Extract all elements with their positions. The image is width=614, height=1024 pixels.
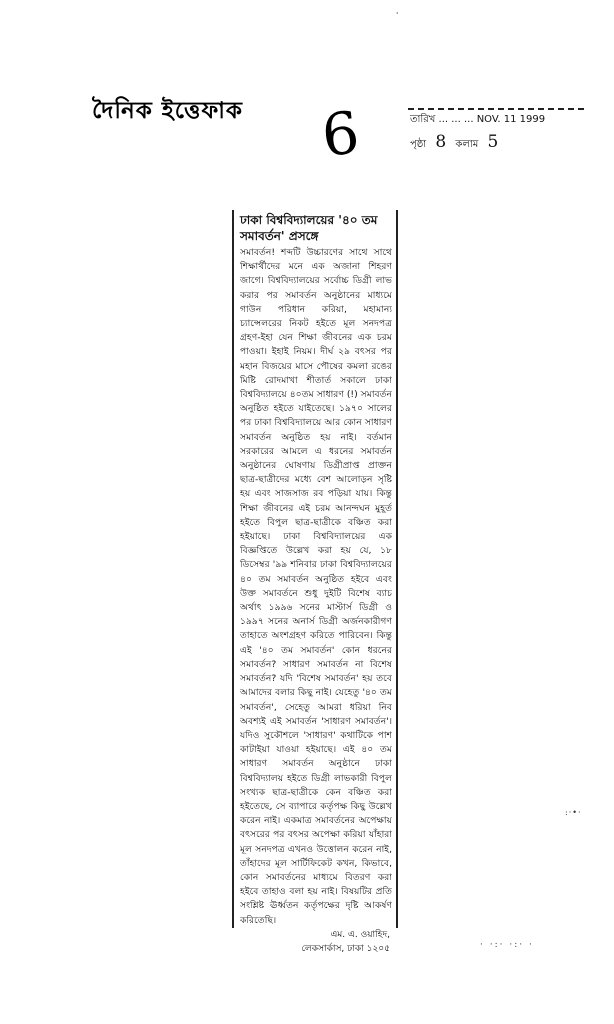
page-value: 8 bbox=[435, 132, 447, 152]
date-stamp-page-row bbox=[410, 132, 504, 154]
page-label: পৃষ্ঠা bbox=[410, 139, 427, 150]
date-value: NOV. 11 1999 bbox=[476, 114, 546, 125]
article-body bbox=[240, 246, 392, 928]
column-value: 5 bbox=[487, 132, 499, 152]
newspaper-masthead: দৈনিক ইত্তেফাক bbox=[92, 98, 244, 124]
date-label: তারিখ bbox=[410, 114, 436, 125]
signature-address: লেকসার্কাস, ঢাকা ১২০৫ bbox=[301, 943, 390, 954]
column-label: কলাম bbox=[455, 139, 479, 150]
date-stamp-date-row: তারিখ ... ... ... NOV. 11 1999 bbox=[410, 114, 546, 125]
scan-noise: · ·:· ·:· · bbox=[480, 940, 534, 950]
scan-noise: :·•· bbox=[565, 808, 582, 817]
scan-mark: ˌ bbox=[396, 6, 399, 15]
newspaper-clipping bbox=[232, 210, 398, 954]
signature-name: এম. এ. ওয়াহিদ, bbox=[330, 929, 390, 940]
article-headline: ঢাকা বিশ্ববিদ্যালয়ের '৪০ তম সমাবর্তন' প্রসঙ্গে bbox=[240, 213, 378, 243]
date-stamp bbox=[408, 108, 584, 150]
article-paragraph: সমাবর্তন! শব্দটি উচ্চারণের সাথে সাথে শিক্ষার্থীদের মনে এক অজানা শিহরণ জাগে। বিশ্ববিদ্যালয়ের সর্বোচ্চ ডিগ্রী লাভ করার পর সমাবর্তন অনুষ্ঠানের মাধ্যমে গাউন পরিধান করিয়া, মহামান্য চ্যান্সেলরের নিকট হইতে মূল সনদপত্র গ্রহণ-ইহা যেন শিক্ষা জীবনের এক চরম পাওয়া। ইহাই নিয়ম। দীর্ঘ ২৯ বৎসর পর মহান বিজয়ের মাসে পৌষের কমলা রঙের মিষ্টি রোদমাখা শীতার্ত সকালে ঢাকা বিশ্ববিদ্যালয়ে ৪০তম সাধারণ (!) সমাবর্তন অনুষ্ঠিত হইতে যাইতেছে। ১৯৭০ সালের পর ঢাকা বিশ্ববিদ্যালয়ে আর কোন সাধারণ সমাবর্তন অনুষ্ঠিত হয় নাই। বর্তমান সরকারের আমলে এ ধরনের সমাবর্তন অনুষ্ঠানের ঘোষণায় ডিগ্রীপ্রাপ্ত প্রাক্তন ছাত্র-ছাত্রীদের মধ্যে বেশ আলোড়ন সৃষ্টি হয় এবং সাজসাজ রব পড়িয়া যায়। কিন্তু শিক্ষা জীবনের এই চরম আনন্দঘন মুহূর্ত হইতে বিপুল ছাত্র-ছাত্রীকে বঞ্চিত করা হইয়াছে। ঢাকা বিশ্ববিদ্যালয়ের এক বিজ্ঞপ্তিতে উল্লেখ করা হয় যে, ১৮ ডিসেম্বর '৯৯ শনিবার ঢাকা বিশ্ববিদ্যালয়ের ৪০ তম সমাবর্তন অনুষ্ঠিত হইবে এবং উক্ত সমাবর্তনে শুধু দুইটি বিশেষ ব্যাচ অর্থাৎ ১৯৯৬ সনের মাস্টার্স ডিগ্রী ও ১৯৯৭ সনের অনার্স ডিগ্রী অর্জনকারীগণ তাহাতে অংশগ্রহণ করিতে পারিবেন। কিন্তু এই '৪০ তম সমাবর্তন' কোন ধরনের সমাবর্তন? সাধারণ সমাবর্তন না বিশেষ সমাবর্তন? যদি 'বিশেষ সমাবর্তন' হয় তবে আমাদের বলার কিছু নাই। যেহেতু '৪০ তম সমাবর্তন', সেহেতু আমরা ধরিয়া নিব অবশ্যই এই সমাবর্তন 'সাধারণ সমাবর্তন'। যদিও সুকৌশলে 'সাধারণ' কথাটিকে পাশ কাটাইয়া যাওয়া হইয়াছে। এই ৪০ তম সাধারণ সমাবর্তন অনুষ্ঠানে ঢাকা বিশ্ববিদ্যালয় হইতে ডিগ্রী লাভকারী বিপুল সংখ্যক ছাত্র-ছাত্রীকে কেন বঞ্চিত করা হইতেছে, সে ব্যাপারে কর্তৃপক্ষ কিছু উল্লেখ করেন নাই। একমাত্র সমাবর্তনের অপেক্ষায় বৎসরের পর বৎসর অপেক্ষা করিয়া যাঁহারা মূল সনদপত্র এখনও উত্তোলন করেন নাই, তাঁহাদের মূল সার্টিফিকেট কখন, কিভাবে, কোন সমাবর্তনের মাধ্যমে বিতরণ করা হইবে তাহাও বলা হয় নাই। বিষয়টির প্রতি সংশ্লিষ্ট ঊর্ধ্বতন কর্তৃপক্ষের দৃষ্টি আকর্ষণ করিতেছি। bbox=[240, 247, 392, 926]
handwritten-page-number: 6 bbox=[318, 98, 363, 170]
